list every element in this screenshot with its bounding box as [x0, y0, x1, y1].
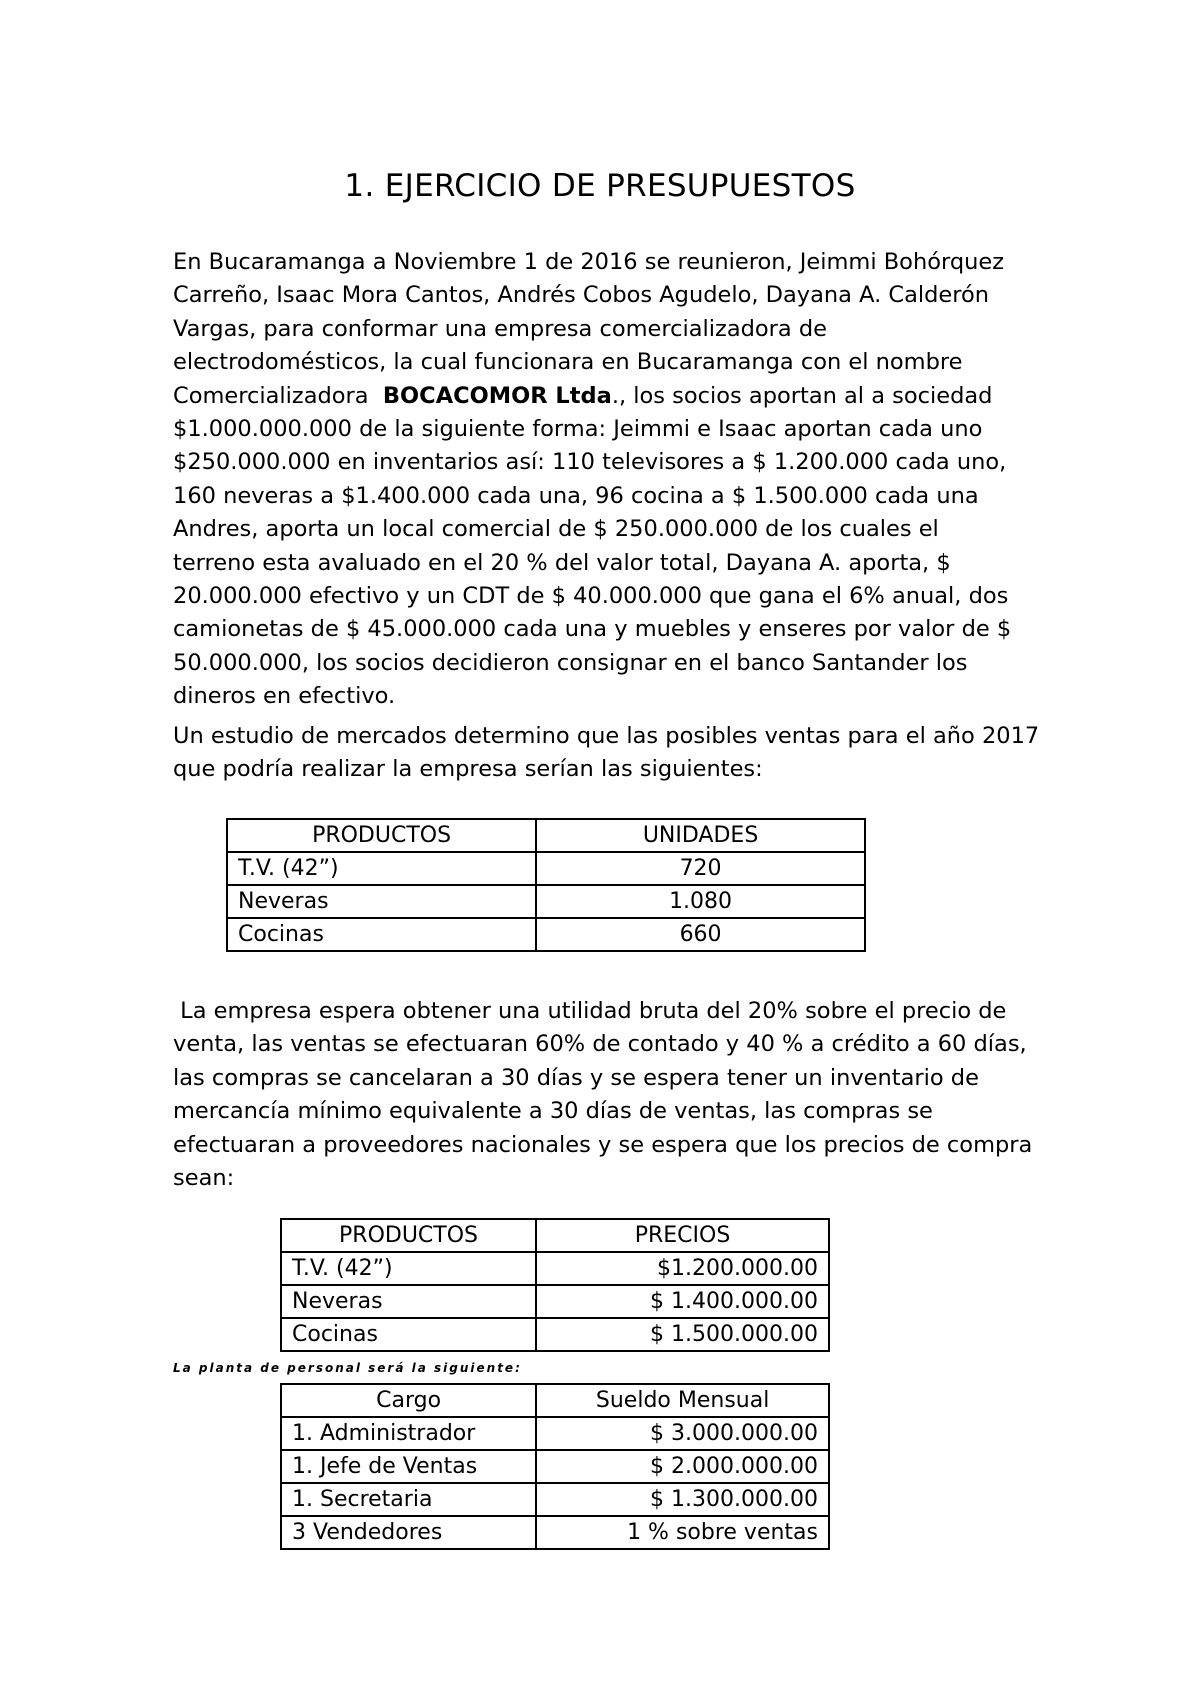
table-row — [281, 1417, 829, 1450]
price-cell: $ 1.400.000.00 — [536, 1285, 829, 1318]
paragraph-line: efectuaran a proveedores nacionales y se espera que los precios de compra — [173, 1131, 1033, 1158]
paragraph-line: Carreño, Isaac Mora Cantos, Andrés Cobos Agudelo, Dayana A. Calderón — [173, 282, 990, 309]
market-paragraph — [173, 720, 1053, 787]
product-cell: Cocinas — [281, 1318, 536, 1351]
table-header-cell: PRECIOS — [536, 1219, 829, 1252]
units-cell: 660 — [536, 918, 865, 951]
paragraph-line: electrodomésticos, la cual funcionara en Bucaramanga con el nombre — [173, 349, 963, 376]
salary-cell: $ 2.000.000.00 — [536, 1450, 829, 1483]
paragraph-line: 20.000.000 efectivo y un CDT de $ 40.000.000 que gana el 6% anual, dos — [173, 582, 1009, 609]
position-cell: 1. Secretaria — [281, 1483, 536, 1516]
position-cell: 1. Jefe de Ventas — [281, 1450, 536, 1483]
paragraph-line: camionetas de $ 45.000.000 cada una y muebles y enseres por valor de $ — [173, 616, 1012, 643]
paragraph-line: La empresa espera obtener una utilidad bruta del 20% sobre el precio de — [173, 998, 1007, 1024]
salary-cell: $ 3.000.000.00 — [536, 1417, 829, 1450]
table-header-row — [281, 1384, 829, 1417]
document-title: 1. EJERCICIO DE PRESUPUESTOS — [344, 168, 856, 204]
units-cell: 720 — [536, 852, 865, 885]
paragraph-line: Vargas, para conformar una empresa comercializadora de — [173, 315, 827, 342]
table-header-cell: Cargo — [281, 1384, 536, 1417]
position-cell: 3 Vendedores — [281, 1516, 536, 1549]
table-header-cell: PRODUCTOS — [227, 819, 536, 852]
salary-cell: $ 1.300.000.00 — [536, 1483, 829, 1516]
paragraph-line: que podría realizar la empresa serían las siguientes: — [173, 756, 763, 783]
company-line — [173, 380, 1053, 413]
company-name: BOCACOMOR Ltda — [382, 382, 612, 409]
table-header-cell: Sueldo Mensual — [536, 1384, 829, 1417]
table-header-row — [227, 819, 865, 852]
table-row — [281, 1483, 829, 1516]
table-row — [281, 1516, 829, 1549]
price-cell: $ 1.500.000.00 — [536, 1318, 829, 1351]
units-table — [226, 818, 866, 952]
paragraph-line: las compras se cancelaran a 30 días y se espera tener un inventario de — [173, 1064, 979, 1091]
table-row — [281, 1318, 829, 1351]
paragraph-line: Andres, aporta un local comercial de $ 250.000.000 de los cuales el — [173, 516, 939, 543]
company-line-suffix: ., los socios aportan al a sociedad — [611, 382, 993, 409]
paragraph-line: venta, las ventas se efectuaran 60% de contado y 40 % a crédito a 60 días, — [173, 1031, 1027, 1058]
table-row — [281, 1285, 829, 1318]
paragraph-line: 50.000.000, los socios decidieron consignar en el banco Santander los — [173, 649, 968, 676]
table-row — [227, 885, 865, 918]
paragraph-line: Un estudio de mercados determino que las posibles ventas para el año 2017 — [173, 723, 1040, 749]
table-header-cell: UNIDADES — [536, 819, 865, 852]
paragraph-line: dineros en efectivo. — [173, 683, 396, 710]
staff-table — [280, 1383, 830, 1550]
product-cell: T.V. (42”) — [281, 1252, 536, 1285]
table-row — [227, 852, 865, 885]
product-cell: Cocinas — [227, 918, 536, 951]
paragraph-line: terreno esta avaluado en el 20 % del valor total, Dayana A. aporta, $ — [173, 549, 951, 576]
position-cell: 1. Administrador — [281, 1417, 536, 1450]
product-cell: Neveras — [227, 885, 536, 918]
company-line-prefix: Comercializadora — [173, 382, 383, 409]
table-row — [227, 918, 865, 951]
paragraph-line: $250.000.000 en inventarios así: 110 televisores a $ 1.200.000 cada uno, — [173, 449, 1007, 476]
profit-paragraph — [173, 995, 1053, 1195]
paragraph-line: $1.000.000.000 de la siguiente forma: Jeimmi e Isaac aportan cada uno — [173, 415, 983, 442]
paragraph-line: sean: — [173, 1164, 235, 1191]
prices-table — [280, 1218, 830, 1352]
table-row — [281, 1450, 829, 1483]
product-cell: T.V. (42”) — [227, 852, 536, 885]
salary-cell: 1 % sobre ventas — [536, 1516, 829, 1549]
table-header-cell: PRODUCTOS — [281, 1219, 536, 1252]
paragraph-line: En Bucaramanga a Noviembre 1 de 2016 se reunieron, Jeimmi Bohórquez — [173, 249, 1005, 275]
paragraph-line: 160 neveras a $1.400.000 cada una, 96 cocina a $ 1.500.000 cada una — [173, 482, 979, 509]
units-cell: 1.080 — [536, 885, 865, 918]
intro-paragraph — [173, 246, 1053, 713]
staff-caption: La planta de personal será la siguiente: — [173, 1361, 522, 1375]
table-header-row — [281, 1219, 829, 1252]
product-cell: Neveras — [281, 1285, 536, 1318]
price-cell: $1.200.000.00 — [536, 1252, 829, 1285]
paragraph-line: mercancía mínimo equivalente a 30 días de ventas, las compras se — [173, 1098, 933, 1125]
table-row — [281, 1252, 829, 1285]
